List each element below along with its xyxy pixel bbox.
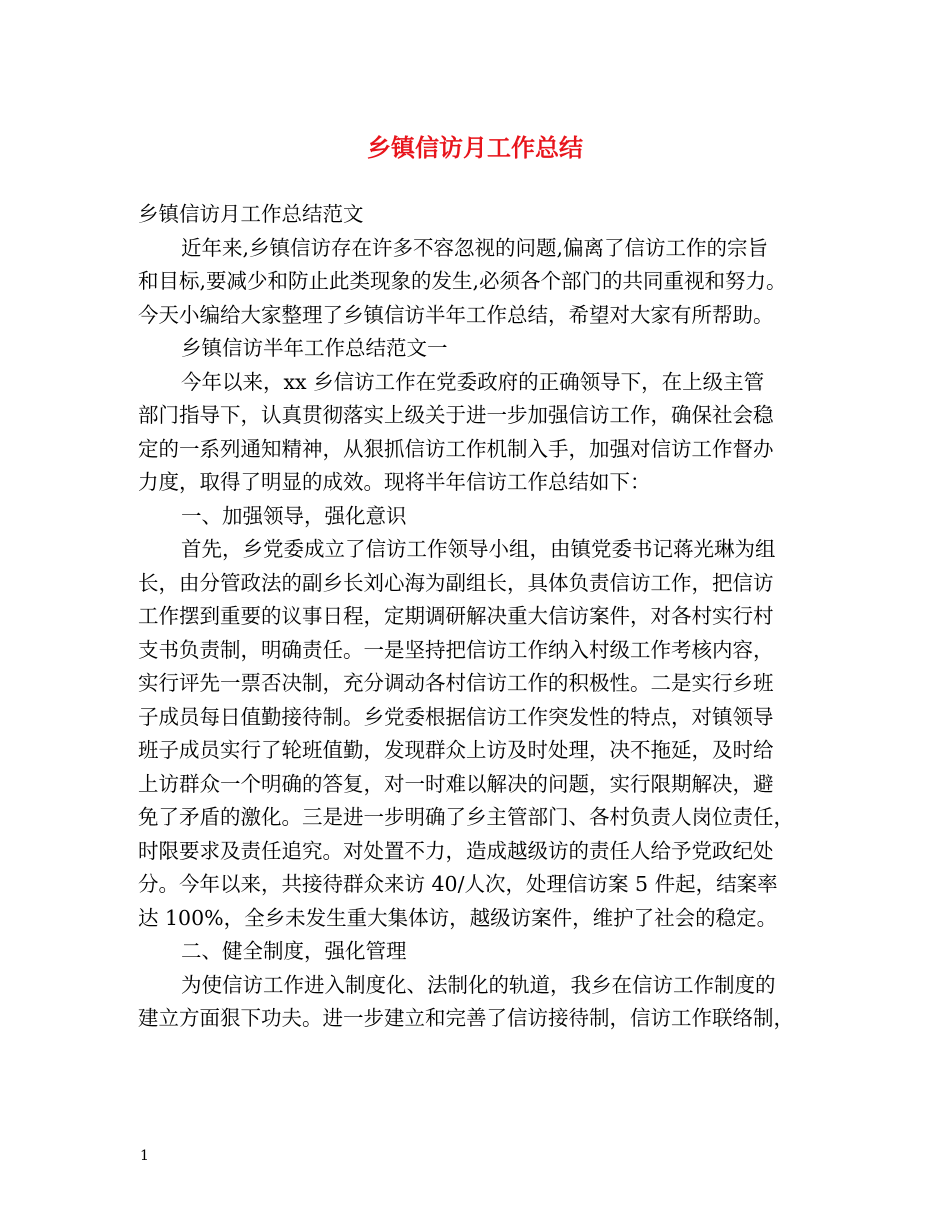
- body-line: 建立方面狠下功夫。进一步建立和完善了信访接待制，信访工作联络制，: [138, 1006, 794, 1030]
- body-line: 长，由分管政法的副乡长刘心海为副组长，具体负责信访工作，把信访: [138, 570, 774, 595]
- body-line: 为使信访工作进入制度化、法制化的轨道，我乡在信访工作制度的: [181, 972, 776, 997]
- body-line: 时限要求及责任追究。对处置不力，造成越级访的责任人给予党政纪处: [138, 838, 774, 863]
- body-line: 部门指导下，认真贯彻落实上级关于进一步加强信访工作，确保社会稳: [138, 403, 774, 427]
- body-line: 分。今年以来，共接待群众来访 40/人次，处理信访案 5 件起，结案率: [138, 872, 778, 896]
- body-line: 上访群众一个明确的答复，对一时难以解决的问题，实行限期解决，避: [138, 771, 774, 796]
- body-line: 实行评先一票否决制，充分调动各村信访工作的积极性。二是实行乡班: [138, 671, 774, 695]
- body-line: 二、健全制度，强化管理: [181, 939, 407, 963]
- body-line: 免了矛盾的激化。三是进一步明确了乡主管部门、各村负责人岗位责任，: [138, 805, 794, 829]
- body-line: 乡镇信访月工作总结范文: [138, 202, 364, 226]
- document-body: [138, 198, 818, 1036]
- body-line: 今年以来，xx 乡信访工作在党委政府的正确领导下，在上级主管: [181, 369, 765, 394]
- body-line: 工作摆到重要的议事日程，定期调研解决重大信访案件，对各村实行村: [138, 604, 774, 628]
- body-line: 支书负责制，明确责任。一是坚持把信访工作纳入村级工作考核内容，: [138, 637, 774, 662]
- body-line: 首先，乡党委成立了信访工作领导小组，由镇党委书记蒋光琳为组: [181, 537, 776, 561]
- page-number: 1: [140, 1148, 149, 1164]
- body-line: 达 100%，全乡未发生重大集体访，越级访案件，维护了社会的稳定。: [138, 905, 778, 930]
- body-line: 乡镇信访半年工作总结范文一: [181, 336, 448, 360]
- body-line: 力度，取得了明显的成效。现将半年信访工作总结如下：: [138, 470, 651, 494]
- body-line: 定的一系列通知精神，从狠抓信访工作机制入手，加强对信访工作督办: [138, 436, 774, 461]
- body-line: 今天小编给大家整理了乡镇信访半年工作总结，希望对大家有所帮助。: [138, 302, 774, 327]
- body-line: 和目标,要减少和防止此类现象的发生,必须各个部门的共同重视和努力。: [138, 269, 787, 293]
- body-line: 一、加强领导，强化意识: [181, 503, 407, 528]
- document-title: 乡镇信访月工作总结: [367, 133, 583, 162]
- body-line: 近年来,乡镇信访存在许多不容忽视的问题,偏离了信访工作的宗旨: [181, 235, 769, 260]
- body-line: 班子成员实行了轮班值勤，发现群众上访及时处理，决不拖延，及时给: [138, 738, 774, 762]
- body-line: 子成员每日值勤接待制。乡党委根据信访工作突发性的特点，对镇领导: [138, 704, 774, 729]
